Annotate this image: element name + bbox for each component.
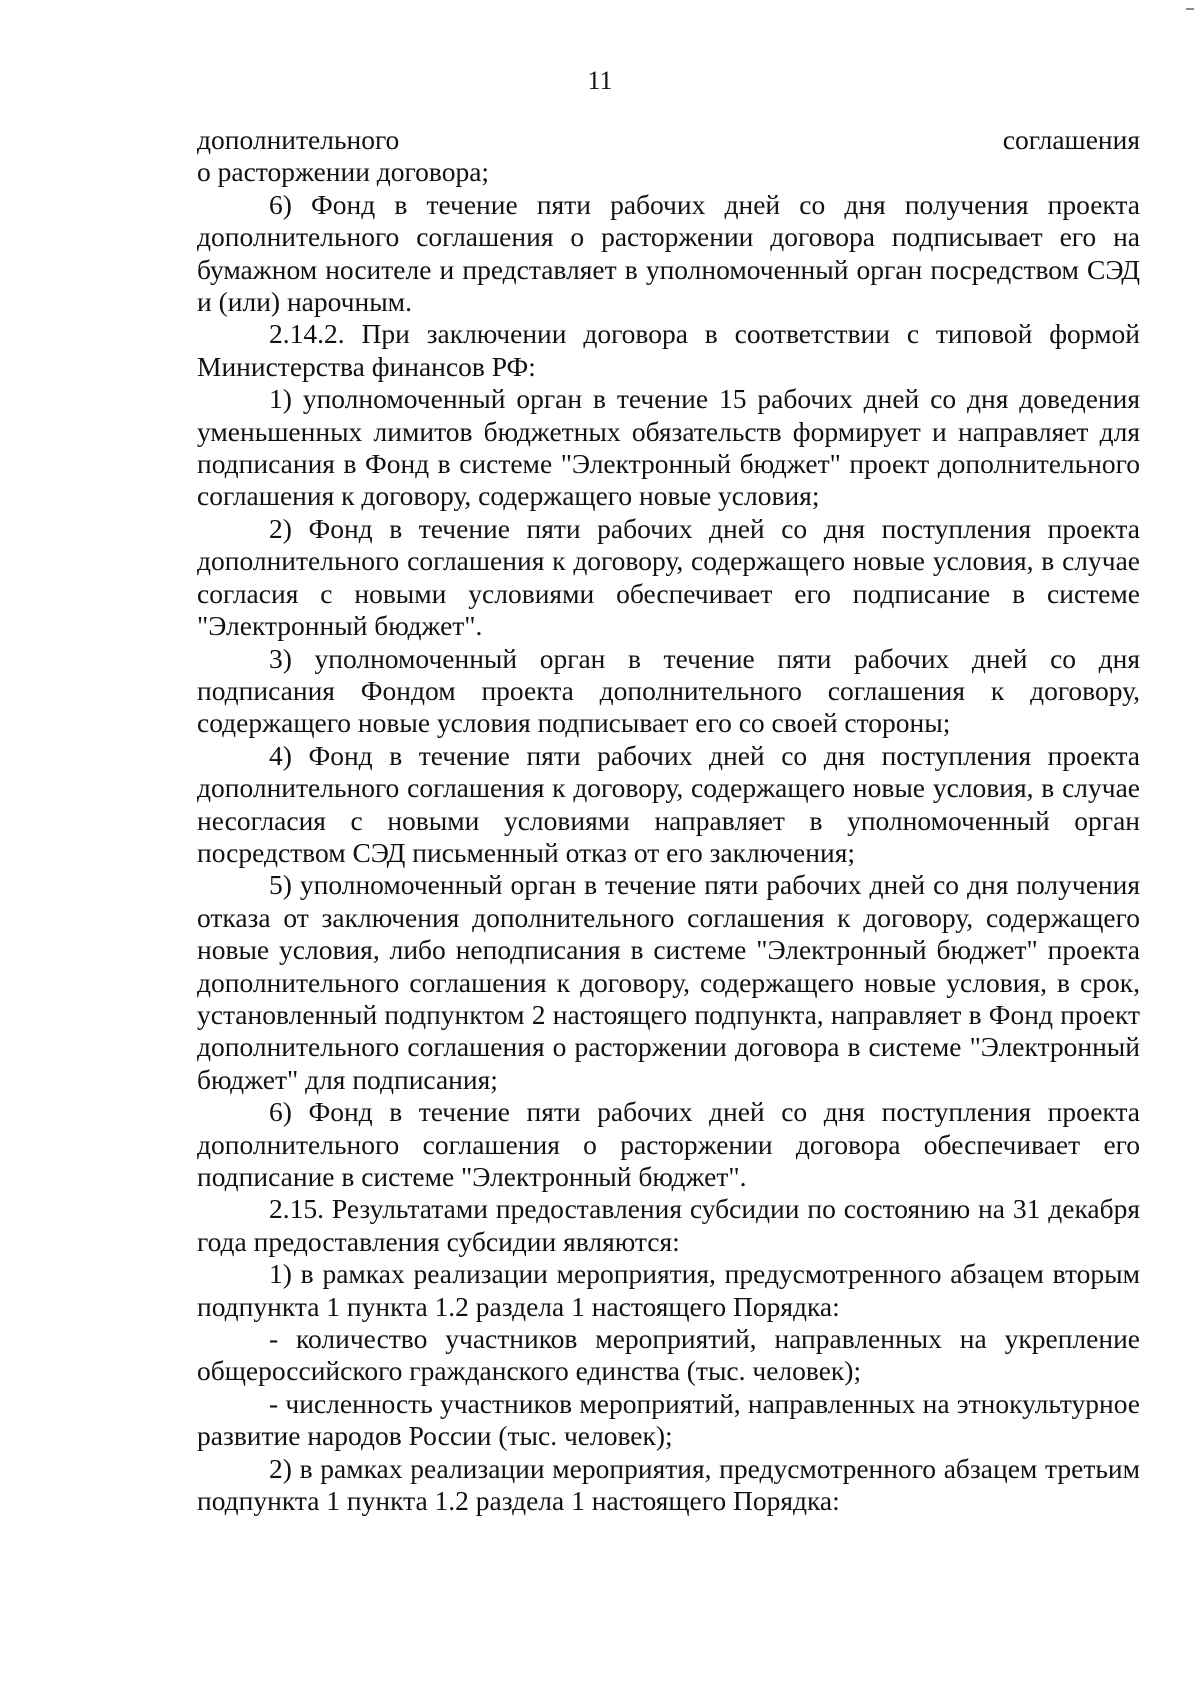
paragraph: 3) уполномоченный орган в течение пяти рабочих дней со дня подписания Фондом проекта дополнительного соглашения к договору, содержащего новые условия подписывает его со своей стороны; — [197, 642, 1140, 739]
paragraph: 1) в рамках реализации мероприятия, предусмотренного абзацем вторым подпункта 1 пункта 1.2 раздела 1 настоящего Порядка: — [197, 1258, 1140, 1322]
paragraph-continuation: о расторжении договора; — [197, 156, 490, 188]
paragraph: 1) уполномоченный орган в течение 15 рабочих дней со дня доведения уменьшенных лимитов бюджетных обязательств формирует и направляет для подписания в Фонд в системе "Электронный бюджет" проект дополнительного соглашения к договору, содержащего новые условия; — [197, 383, 1140, 512]
page-number: 11 — [587, 66, 613, 95]
split-line-left: дополнительного — [197, 124, 400, 155]
paragraph: 2.14.2. При заключении договора в соответствии с типовой формой Министерства финансов РФ: — [197, 318, 1140, 382]
paragraph: 5) уполномоченный орган в течение пяти рабочих дней со дня получения отказа от заключения дополнительного соглашения к договору, содержащего новые условия, либо неподписания в системе "Электронный бюджет" проекта дополнительного соглашения к договору, содержащего новые условия, в срок, установленный подпунктом 2 настоящего подпункта, направляет в Фонд проект дополнительного соглашения о расторжении договора в системе "Электронный бюджет" для подписания; — [197, 869, 1140, 1095]
paragraph: 2.15. Результатами предоставления субсидии по состоянию на 31 декабря года предоставления субсидии являются: — [197, 1193, 1140, 1257]
scan-edge-mark — [1186, 8, 1194, 10]
document-body — [197, 124, 1140, 1517]
paragraph: - численность участников мероприятий, направленных на этнокультурное развитие народов России (тыс. человек); — [197, 1387, 1140, 1452]
paragraph: 6) Фонд в течение пяти рабочих дней со дня поступления проекта дополнительного соглашения о расторжении договора обеспечивает его подписание в системе "Электронный бюджет". — [197, 1096, 1140, 1192]
paragraph: 6) Фонд в течение пяти рабочих дней со дня получения проекта дополнительного соглашения о расторжении договора подписывает его на бумажном носителе и представляет в уполномоченный орган посредством СЭД и (или) нарочным. — [197, 188, 1140, 318]
paragraph: 2) в рамках реализации мероприятия, предусмотренного абзацем третьим подпункта 1 пункта 1.2 раздела 1 настоящего Порядка: — [197, 1452, 1140, 1517]
paragraph: 2) Фонд в течение пяти рабочих дней со дня поступления проекта дополнительного соглашения к договору, содержащего новые условия, в случае согласия с новыми условиями обеспечивает его подписание в системе "Электронный бюджет". — [197, 512, 1140, 642]
paragraph: 4) Фонд в течение пяти рабочих дней со дня поступления проекта дополнительного соглашения к договору, содержащего новые условия, в случае несогласия с новыми условиями направляет в уполномоченный орган посредством СЭД письменный отказ от его заключения; — [197, 739, 1140, 868]
paragraph: - количество участников мероприятий, направленных на укрепление общероссийского гражданского единства (тыс. человек); — [197, 1323, 1140, 1387]
split-header-line — [197, 124, 1140, 156]
split-line-right: соглашения — [1002, 124, 1140, 155]
